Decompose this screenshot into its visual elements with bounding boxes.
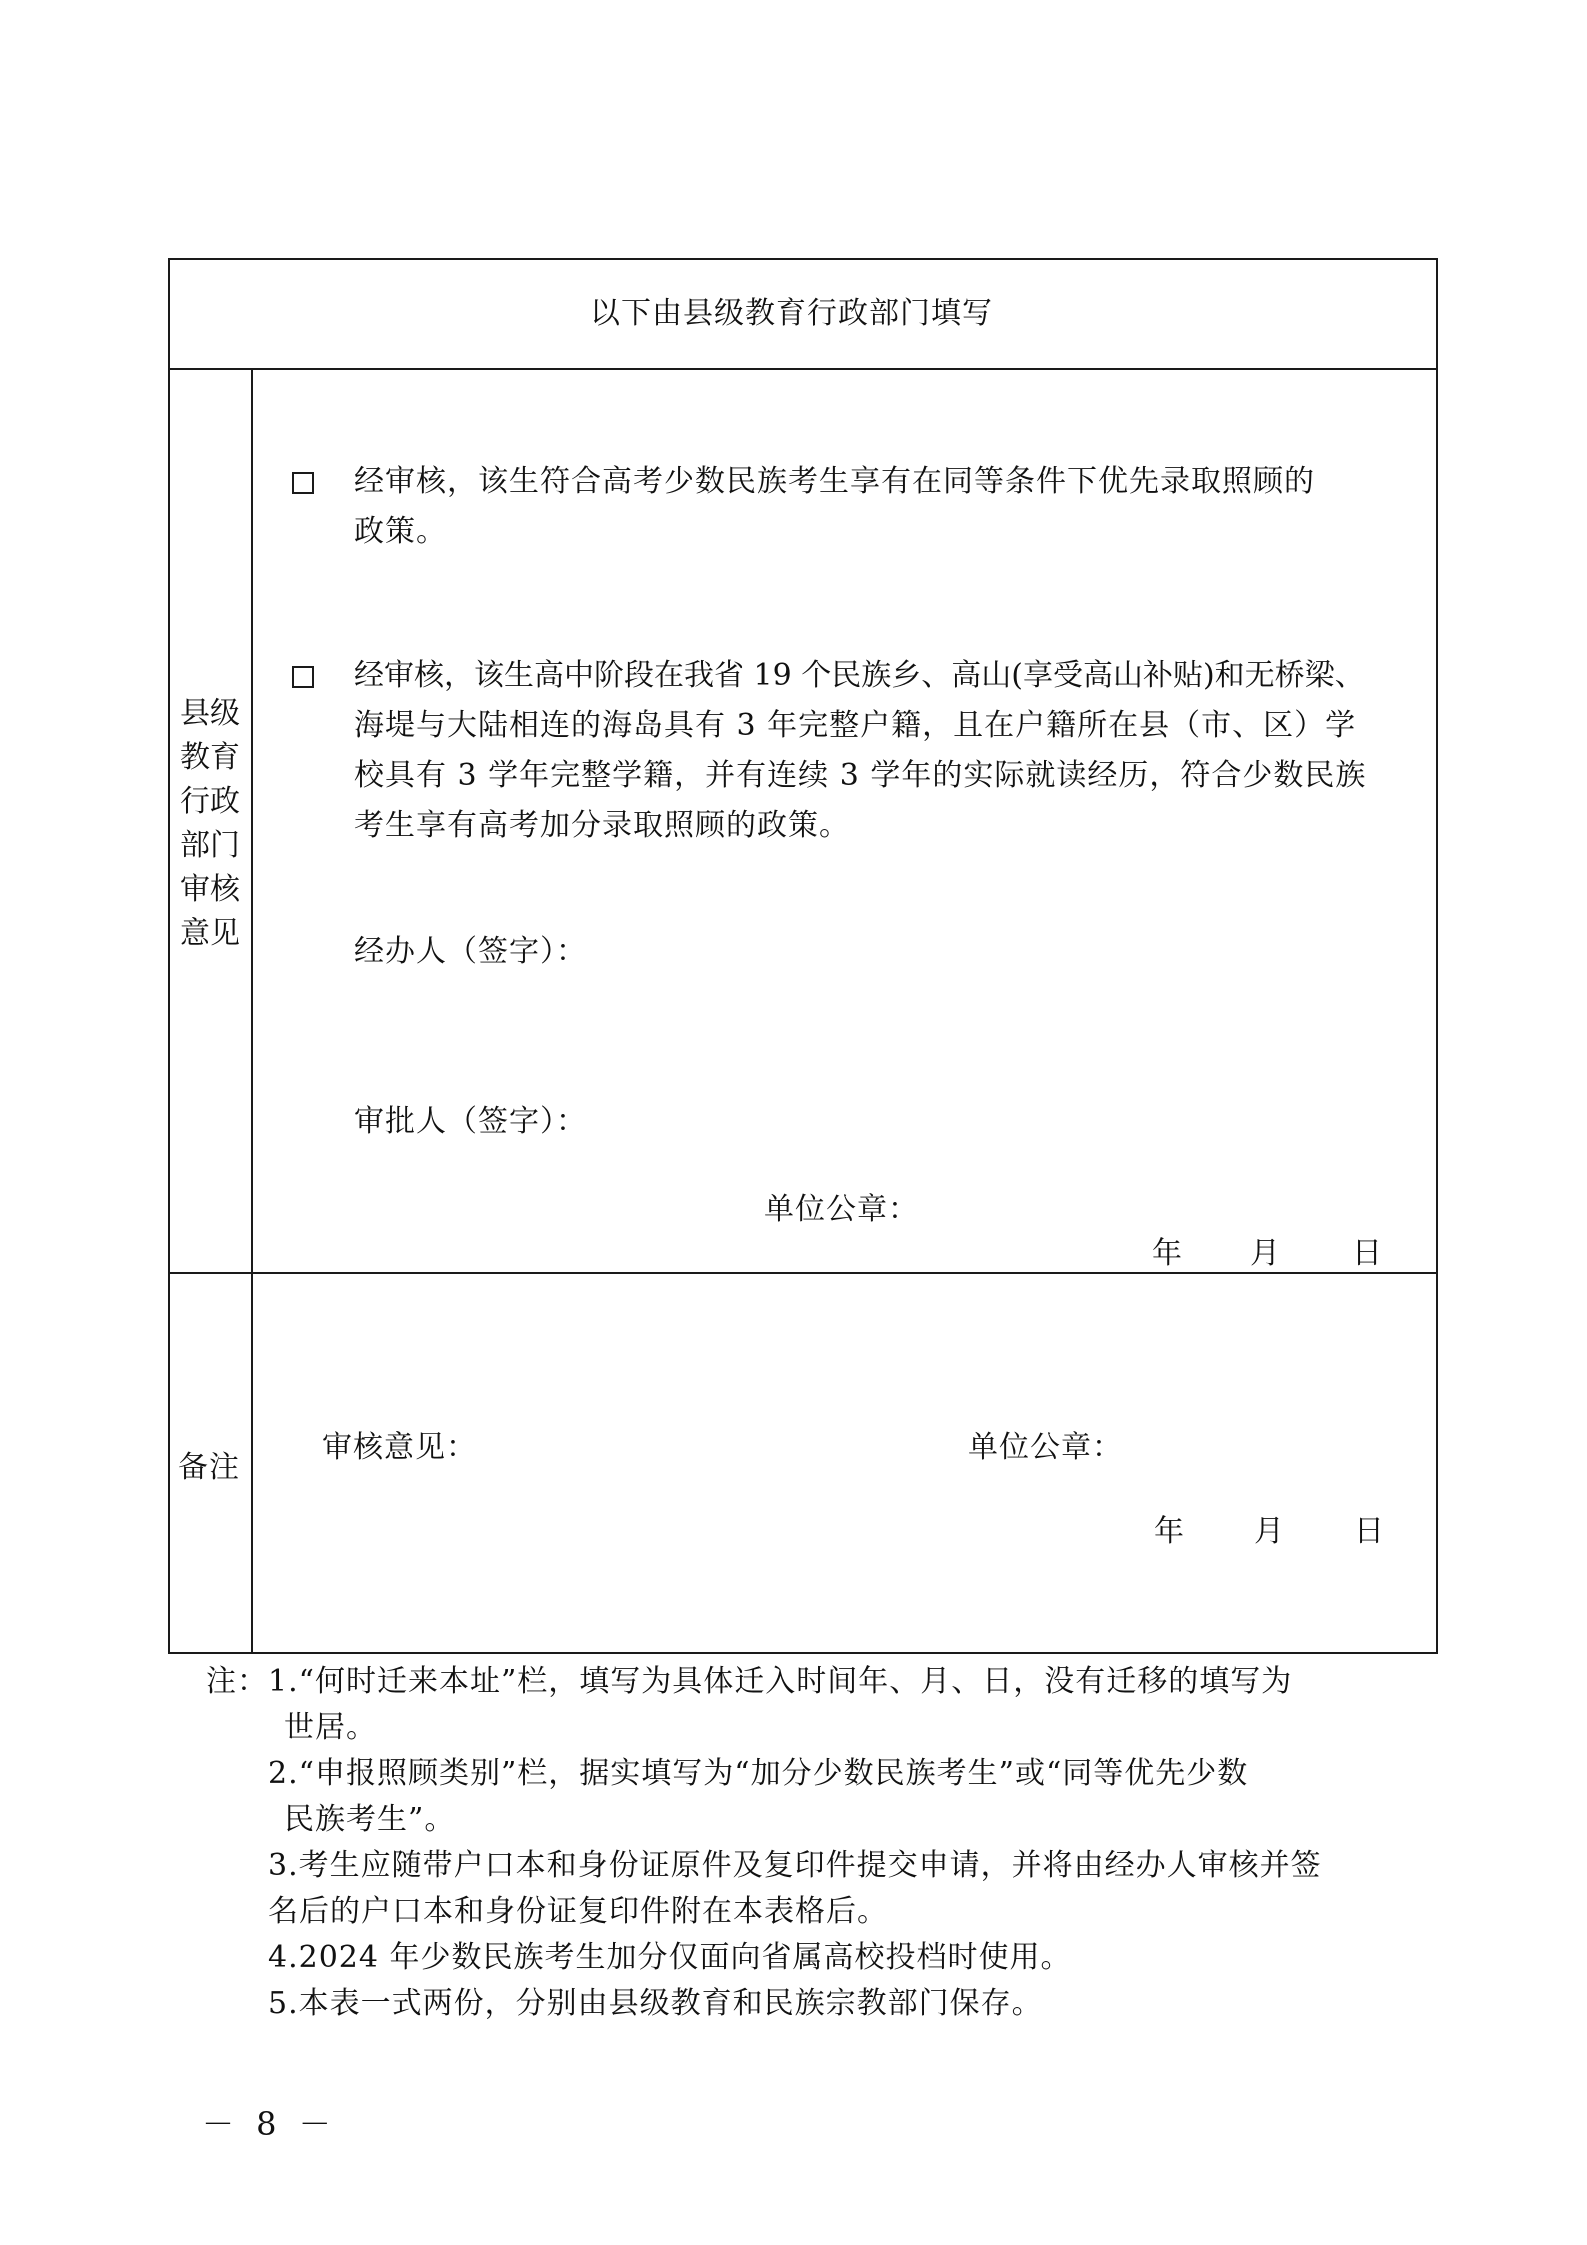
review-label-line: 行政 xyxy=(180,784,240,819)
option2-text-line1: 经审核，该生高中阶段在我省 19 个民族乡、高山(享受高山补贴)和无桥梁、 xyxy=(354,658,1365,693)
section-divider xyxy=(168,1272,1438,1274)
note-1-line2: 世居。 xyxy=(284,1710,377,1745)
review-label-line: 意见 xyxy=(180,916,240,951)
option1-checkbox[interactable] xyxy=(292,472,314,494)
remarks-seal-label: 单位公章： xyxy=(968,1430,1123,1465)
approver-signature-label: 审批人（签字）： xyxy=(354,1104,587,1139)
review-seal-label: 单位公章： xyxy=(764,1192,919,1227)
table-header: 以下由县级教育行政部门填写 xyxy=(590,296,993,331)
header-divider xyxy=(168,368,1438,370)
review-section-label xyxy=(170,692,250,956)
handler-signature-label: 经办人（签字）： xyxy=(354,934,587,969)
option2-text-line4: 考生享有高考加分录取照顾的政策。 xyxy=(354,808,850,843)
note-3-line2: 名后的户口本和身份证复印件附在本表格后。 xyxy=(268,1894,888,1929)
note-5: 5.本表一式两份，分别由县级教育和民族宗教部门保存。 xyxy=(268,1986,1043,2021)
review-date-month: 月 xyxy=(1250,1236,1281,1271)
page-number: － 8 － xyxy=(202,2105,337,2143)
table-border-top xyxy=(168,258,1438,260)
remarks-date-day: 日 xyxy=(1354,1514,1385,1549)
review-label-line: 教育 xyxy=(180,740,240,775)
note-4: 4.2024 年少数民族考生加分仅面向省属高校投档时使用。 xyxy=(268,1940,1072,1975)
review-date-year: 年 xyxy=(1152,1236,1183,1271)
note-1-line1: 1.“何时迁来本址”栏，填写为具体迁入时间年、月、日，没有迁移的填写为 xyxy=(268,1664,1293,1699)
notes-prefix: 注： xyxy=(206,1664,268,1699)
remarks-date-year: 年 xyxy=(1154,1514,1185,1549)
review-label-line: 县级 xyxy=(180,696,240,731)
review-label-line: 部门 xyxy=(180,828,240,863)
table-border-left xyxy=(168,258,170,1654)
option1-text-line1: 经审核，该生符合高考少数民族考生享有在同等条件下优先录取照顾的 xyxy=(354,464,1315,499)
option1-text-line2: 政策。 xyxy=(354,514,447,549)
option2-checkbox[interactable] xyxy=(292,666,314,688)
note-3-line1: 3.考生应随带户口本和身份证原件及复印件提交申请，并将由经办人审核并签 xyxy=(268,1848,1322,1883)
label-column-divider xyxy=(251,368,253,1654)
option2-text-line2: 海堤与大陆相连的海岛具有 3 年完整户籍，且在户籍所在县（市、区）学 xyxy=(354,708,1357,743)
table-border-bottom xyxy=(168,1652,1438,1654)
remarks-label: 备注 xyxy=(178,1450,240,1485)
note-2-line2: 民族考生”。 xyxy=(284,1802,456,1837)
review-date-day: 日 xyxy=(1352,1236,1383,1271)
note-2-line1: 2.“申报照顾类别”栏，据实填写为“加分少数民族考生”或“同等优先少数 xyxy=(268,1756,1249,1791)
remarks-date-month: 月 xyxy=(1254,1514,1285,1549)
table-border-right xyxy=(1436,258,1438,1654)
option2-text-line3: 校具有 3 学年完整学籍，并有连续 3 学年的实际就读经历，符合少数民族 xyxy=(354,758,1367,793)
review-label-line: 审核 xyxy=(180,872,240,907)
remarks-opinion-label: 审核意见： xyxy=(322,1430,477,1465)
